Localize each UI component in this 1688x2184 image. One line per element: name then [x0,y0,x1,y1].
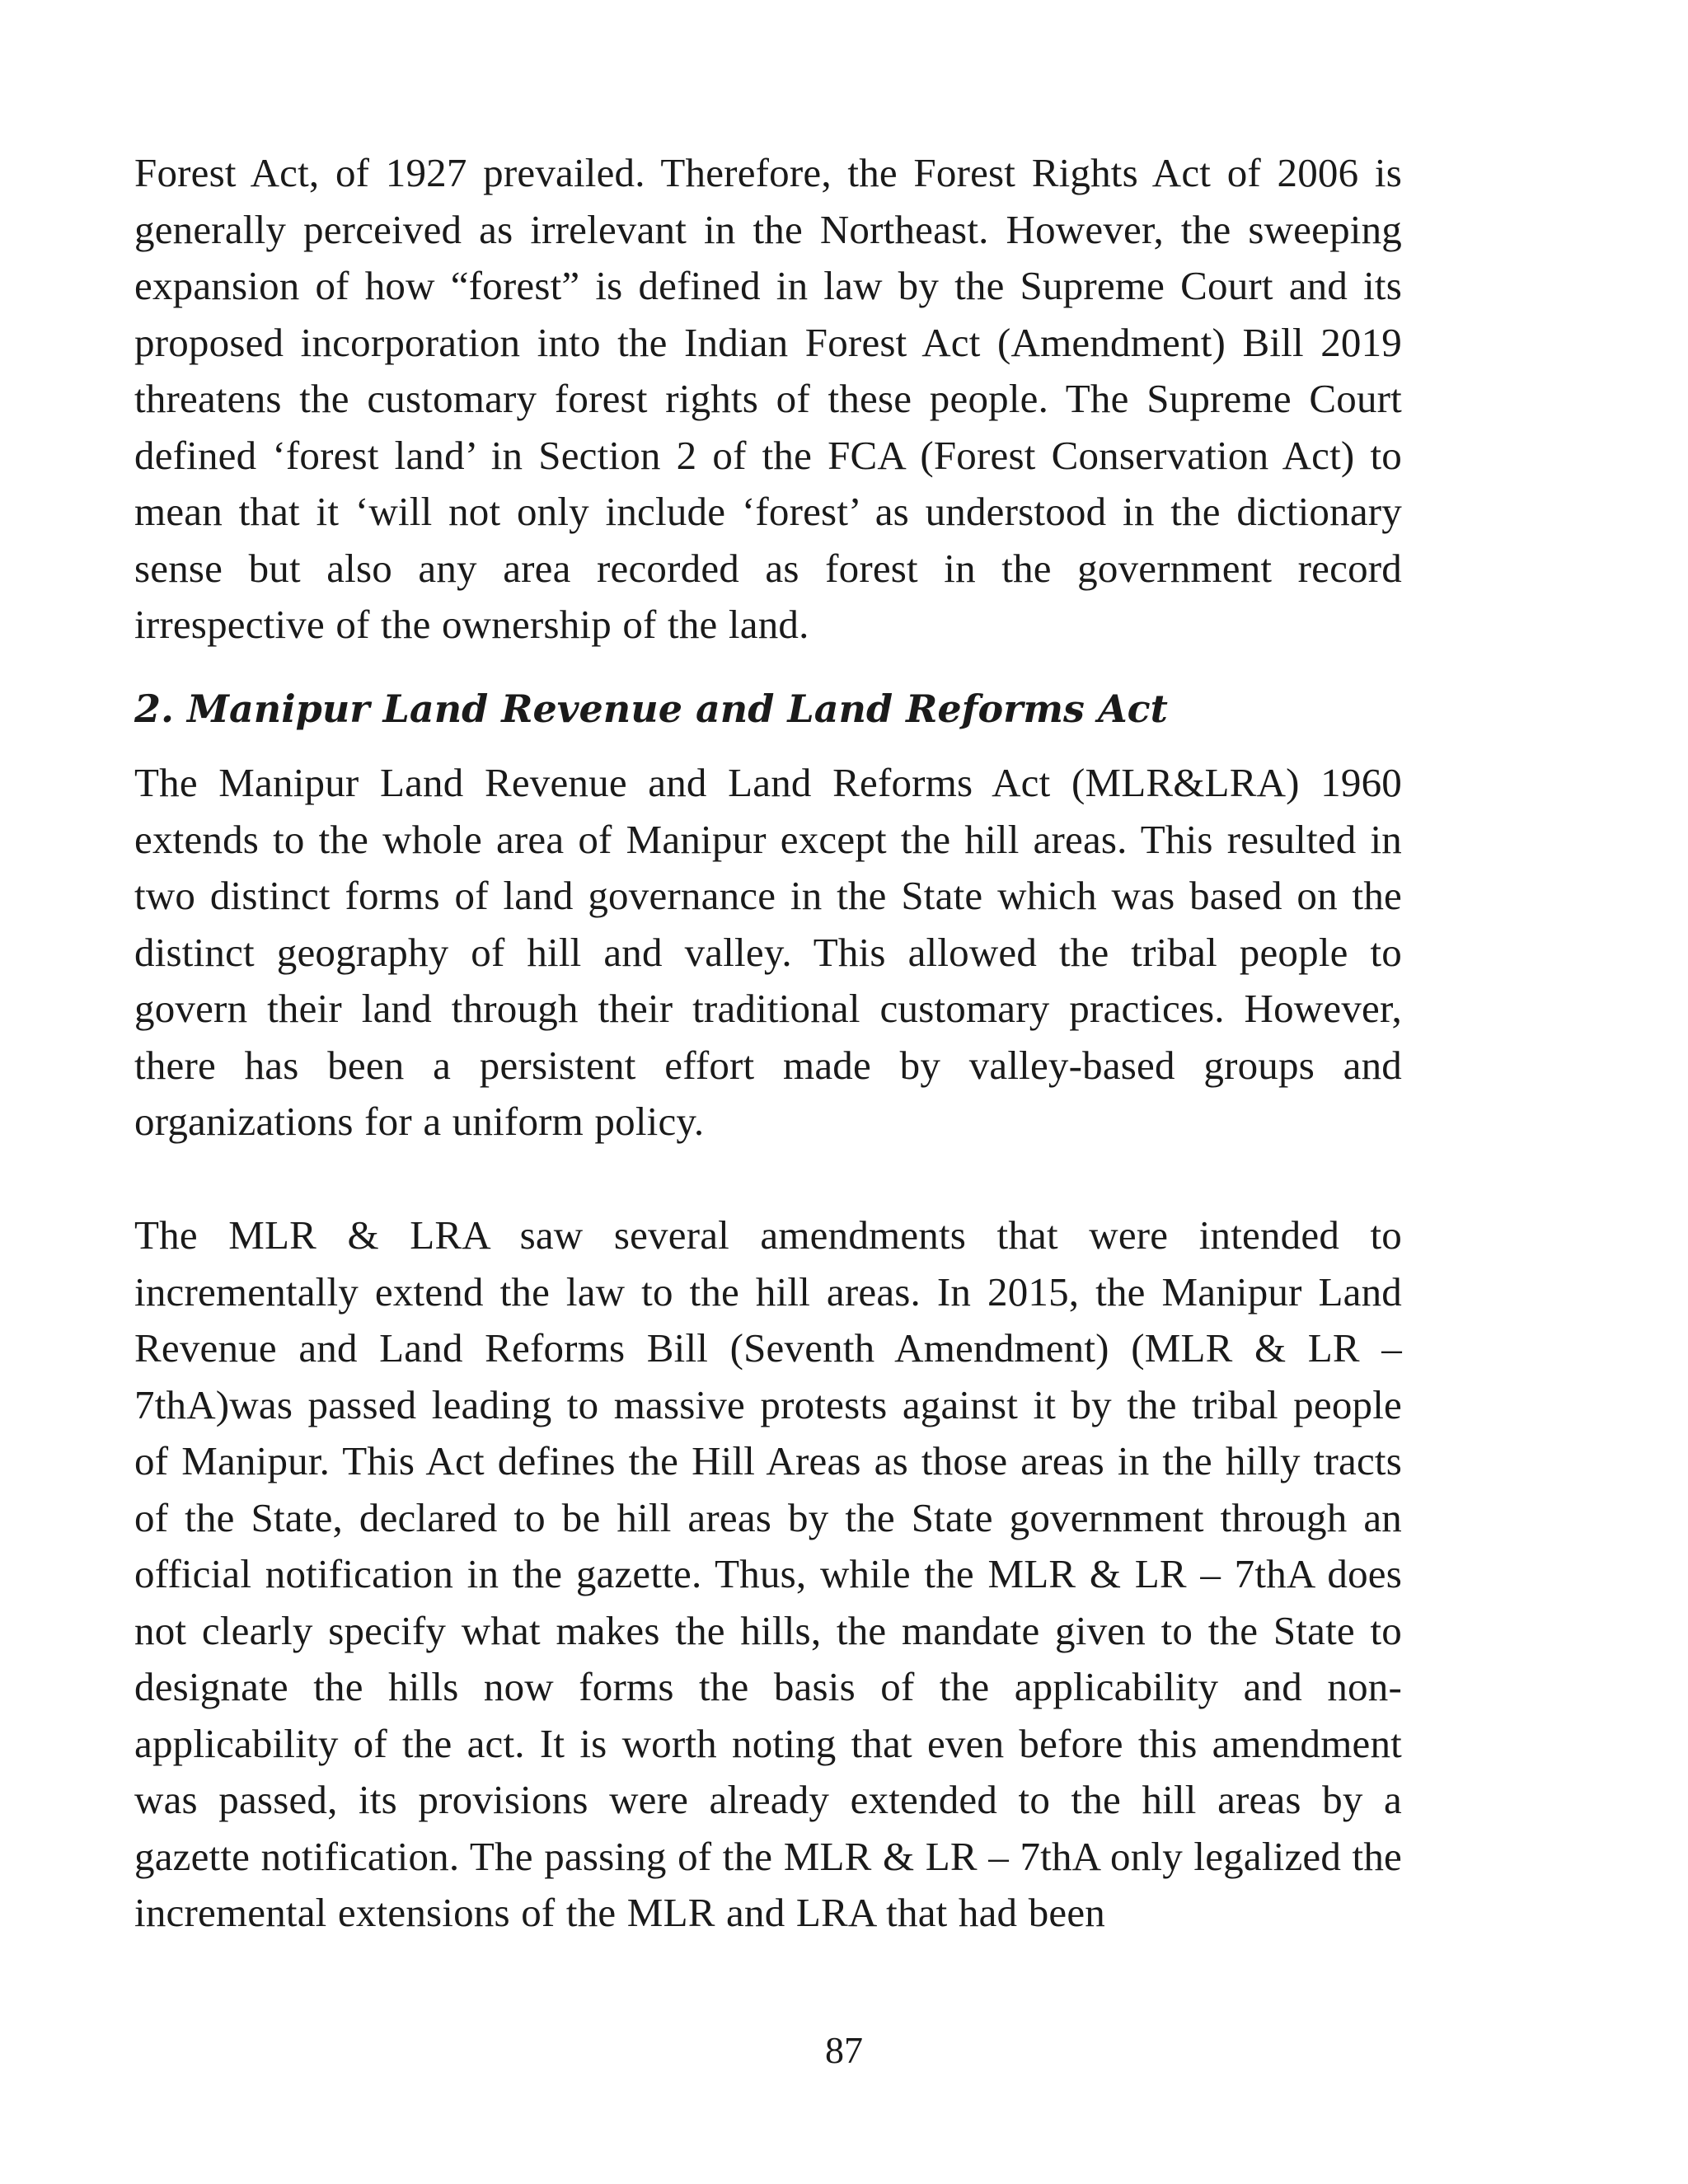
section-heading: 2. Manipur Land Revenue and Land Reforms Act [134,687,1168,731]
page-number: 87 [825,2029,863,2071]
paragraph-forest-act: Forest Act, of 1927 prevailed. Therefore, the Forest Rights Act of 2006 is generally perceived as irrelevant in the Northeast. However, the sweeping expansion of how “forest” is defined in law by the Supreme Court and its proposed incorporation into the Indian Forest Act (Amendment) Bill 2019 threatens the customary forest rights of these people. The Supreme Court defined ‘forest land’ in Section 2 of the FCA (Forest Conservation Act) to mean that it ‘will not only include ‘forest’ as understood in the dictionary sense but also any area recorded as forest in the government record irrespective of the ownership of the land. [134,150,1402,647]
paragraph-mlr-lra-amendments: The MLR & LRA saw several amendments that were intended to incrementally extend the law to the hill areas. In 2015, the Manipur Land Revenue and Land Reforms Bill (Seventh Amendment) (MLR & LR – 7thA)was passed leading to massive protests against it by the tribal people of Manipur. This Act defines the Hill Areas as those areas in the hilly tracts of the State, declared to be hill areas by the State government through an official notification in the gazette. Thus, while the MLR & LR – 7thA does not clearly specify what makes the hills, the mandate given to the State to designate the hills now forms the basis of the applicability and non-applicability of the act. It is worth noting that even before this amendment was passed, its provisions were already extended to the hill areas by a gazette notification. The passing of the MLR & LR – 7thA only legalized the incremental extensions of the MLR and LRA that had been [134,1212,1402,1935]
paragraph-mlr-lra-intro: The Manipur Land Revenue and Land Reforms Act (MLR&LRA) 1960 extends to the whole area of Manipur except the hill areas. This resulted in two distinct forms of land governance in the State which was based on the distinct geography of hill and valley. This allowed the tribal people to govern their land through their traditional customary practices. However, there has been a persistent effort made by valley-based groups and organizations for a uniform policy. [134,760,1402,1144]
